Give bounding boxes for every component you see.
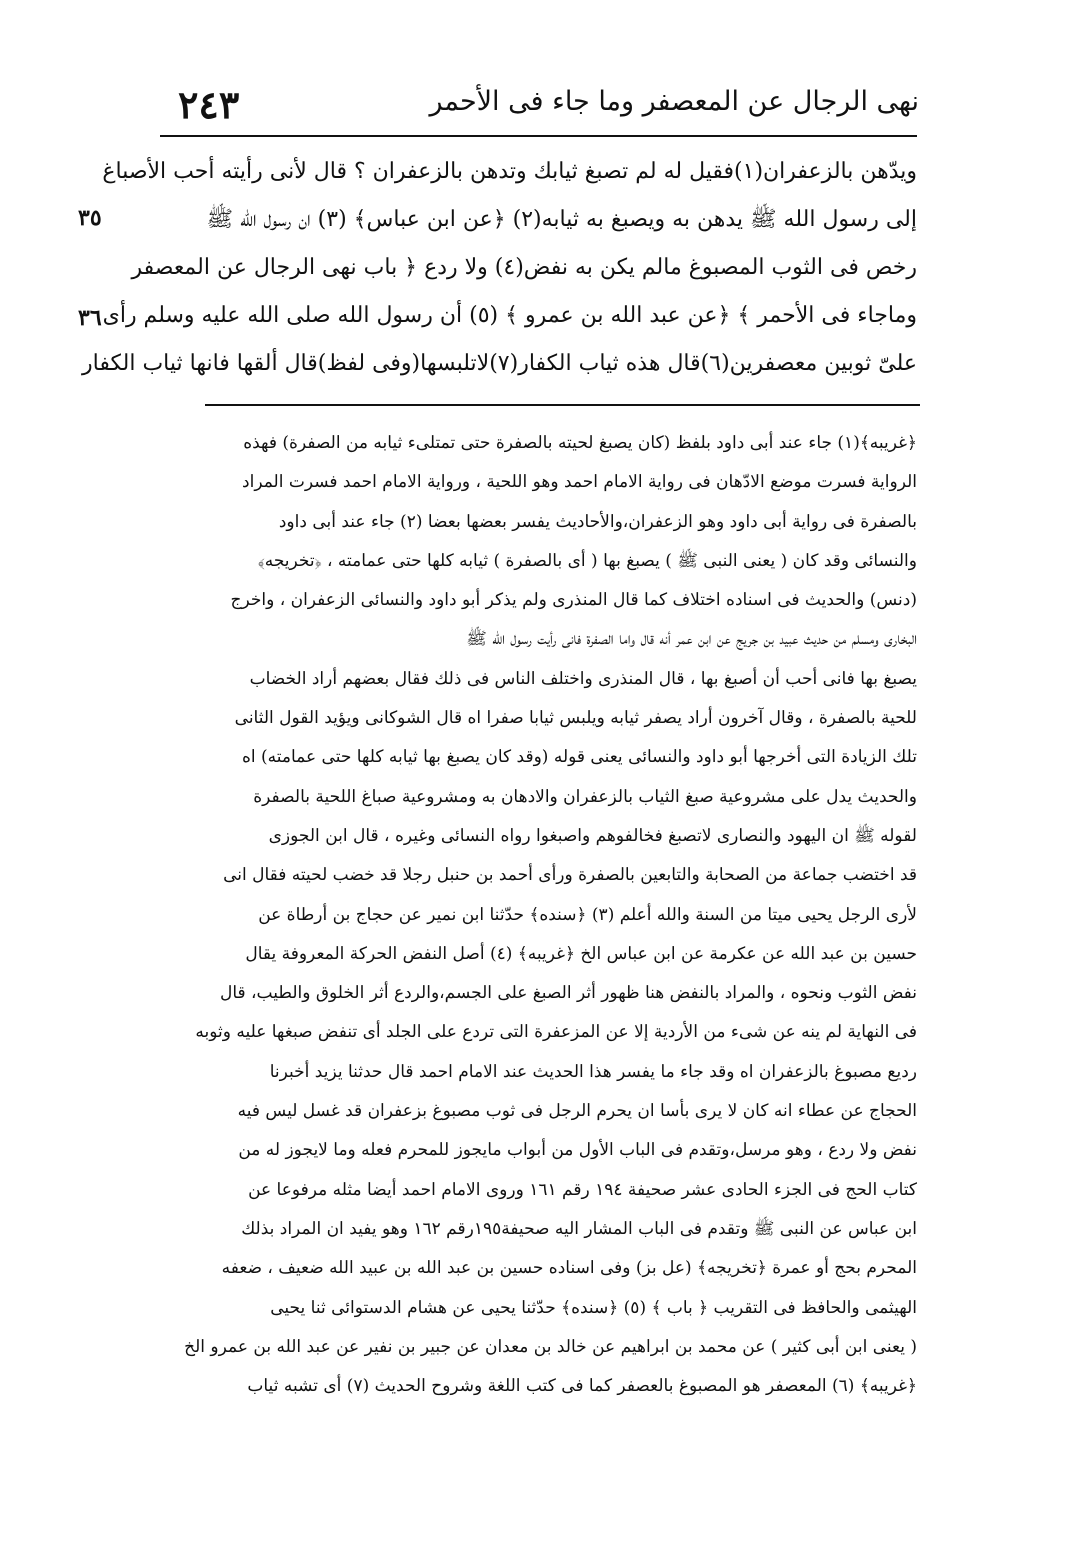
footnotes-rule — [205, 404, 920, 406]
header-rule — [160, 135, 917, 137]
footnotes — [160, 424, 917, 1406]
footnote-line: البخارى ومسلم من حديث عبيد بن جريج عن ابن عمر أنه قال واما الصفرة فانى رأيت رسول الله ﷺ — [466, 629, 917, 650]
footnote-line: حسين بن عبد الله عن عكرمة عن ابن عباس الخ ﴿غريبه﴾ (٤) أصل النفض الحركة المعروفة يقال — [245, 943, 917, 964]
footnote-line: لأرى الرجل يحيى ميتا من السنة والله أعلم (٣) ﴿سنده﴾ حدّثنا ابن نمير عن حجاج بن أرطاة عن — [258, 904, 917, 925]
footnote-line: قد اختضب جماعة من الصحابة والتابعين بالصفرة ورأى أحمد بن حنبل رجلا قد خضب لحيته فقال انى — [223, 865, 917, 886]
footnote-line: ﴿غريبه﴾ (٦) المعصفر هو المصبوغ بالعصفر كما فى كتب اللغة وشروح الحديث (٧) أى تشبه ثياب — [247, 1376, 917, 1397]
main-text-line: رخص فى الثوب المصبوغ مالم يكن به نفض(٤) ولا ردع ﴿ باب نهى الرجال عن المعصفر — [131, 255, 917, 280]
hadith-number: ٣٦ — [78, 305, 102, 331]
page-number: ٢٤٣ — [178, 82, 240, 127]
footnote-line: ﴿غريبه﴾(١) جاء عند أبى داود بلفظ (كان يصبغ لحيته بالصفرة حتى تمتلىء ثيابه من الصفرة) فهذه — [243, 433, 917, 453]
footnote-line: نفض ولا ردع ، وهو مرسل،وتقدم فى الباب الأول من أبواب مايجوز للمحرم فعله وما لايجوز له من — [238, 1140, 917, 1161]
footnote-line: كتاب الحج فى الجزء الحادى عشر صحيفة ١٩٤ رقم ١٦١ وروى الامام احمد أيضا مثله مرفوعا عن — [248, 1179, 917, 1200]
footnote-line: للحية بالصفرة ، وقال آخرون أراد يصفر ثيابه ويلبس ثيابا صفرا اه قال الشوكانى ويؤيد القول الثانى — [234, 708, 917, 729]
footnote-line: رديع مصبوغ بالزعفران اه وقد جاء ما يفسر هذا الحديث عند الامام احمد قال حدثنا يزيد أخبرنا — [269, 1061, 917, 1082]
footnote-line: بالصفرة فى رواية أبى داود وهو الزعفران،والأحاديث يفسر بعضها بعضا (٢) جاء عند أبى داود — [278, 511, 917, 532]
footnote-line: ابن عباس عن النبى ﷺ وتقدم فى الباب المشار اليه صحيفة١٩٥رقم ١٦٢ وهو يفيد ان المراد بذلك — [241, 1218, 917, 1239]
footnote-line: تلك الزيادة التى أخرجها أبو داود والنسائى يعنى قوله (وقد كان يصبغ بها ثيابه كلها حتى عمامته) اه — [241, 747, 917, 768]
main-text-line: إلى رسول الله ﷺ يدهن به ويصبغ به ثيابه(٢) ﴿عن ابن عباس﴾ (٣) ان رسول الله ﷺ — [206, 207, 917, 232]
footnote-line: الرواية فسرت موضع الادّهان فى رواية الامام احمد وهو اللحية ، ورواية الامام احمد فسرت المراد — [242, 472, 917, 493]
hadith-number: ٣٥ — [78, 205, 102, 231]
footnote-line: الحجاج عن عطاء انه كان لا يرى بأسا ان يحرم الرجل فى ثوب مصبوغ بزعفران قد غسل ليس فيه — [237, 1101, 917, 1122]
footnote-line: نفض الثوب ونحوه ، والمراد بالنفض هنا ظهور أثر الصبغ على الجسم،والردع أثر الخلوق والطيب، قال — [220, 983, 917, 1004]
footnote-line: فى النهاية لم ينه عن شىء من الأردية إلا عن المزعفرة التى تردع على الجلد أى تنفض صبغها عليه وثوبه — [195, 1022, 917, 1043]
footnote-line: الهيثمى والحافظ فى التقريب ﴿ باب ﴾ (٥) ﴿سنده﴾ حدّثنا يحيى عن هشام الدستوائى ثنا يحيى — [270, 1297, 917, 1318]
footnote-line: والحديث يدل على مشروعية صبغ الثياب بالزعفران والادهان به ومشروعية صباغ اللحية بالصفرة — [253, 786, 917, 807]
running-title: نهى الرجال عن المعصفر وما جاء فى الأحمر — [429, 86, 919, 117]
footnote-line: المحرم بحج أو عمرة ﴿تخريجه﴾ (عل بز) وفى اسناده حسين بن عبد الله بن عبيد الله ضعيف ، ضعفه — [221, 1258, 917, 1279]
main-text-line: ويدّهن بالزعفران(١)فقيل له لم تصبغ ثيابك وتدهن بالزعفران ؟ قال لأنى رأيته أحب الأصباغ — [102, 159, 917, 184]
footnote-line: يصبغ بها فانى أحب أن أصبغ بها ، قال المنذرى واختلف الناس فى ذلك فقال بعضهم أراد الخضاب — [249, 668, 917, 689]
footnote-line: ( يعنى ابن أبى كثير ) عن محمد بن ابراهيم عن خالد بن معدان عن جبير بن نفير عن عبد الله بن عمرو الخ — [184, 1336, 917, 1357]
footnote-line: والنسائى وقد كان ( يعنى النبى ﷺ ) يصبغ بها ( أى بالصفرة ) ثيابه كلها حتى عمامته ، ﴿تخريجه﴾ — [257, 550, 917, 571]
main-text-line: وماجاء فى الأحمر ﴾ ﴿عن عبد الله بن عمرو ﴾ (٥) أن رسول الله صلى الله عليه وسلم رأى — [102, 303, 917, 328]
main-text-line: علىّ ثوبين معصفرين(٦)قال هذه ثياب الكفار(٧)لاتلبسها(وفى لفظ)قال ألقها فانها ثياب الكفار — [82, 351, 917, 376]
footnote-line: لقوله ﷺ ان اليهود والنصارى لاتصبغ فخالفوهم واصبغوا رواه النسائى وغيره ، قال ابن الجوزى — [268, 825, 917, 846]
footnote-line: (دنس) والحديث فى اسناده اختلاف كما قال المنذرى ولم يذكر أبو داود والنسائى الزعفران ، واخرج — [230, 590, 917, 611]
